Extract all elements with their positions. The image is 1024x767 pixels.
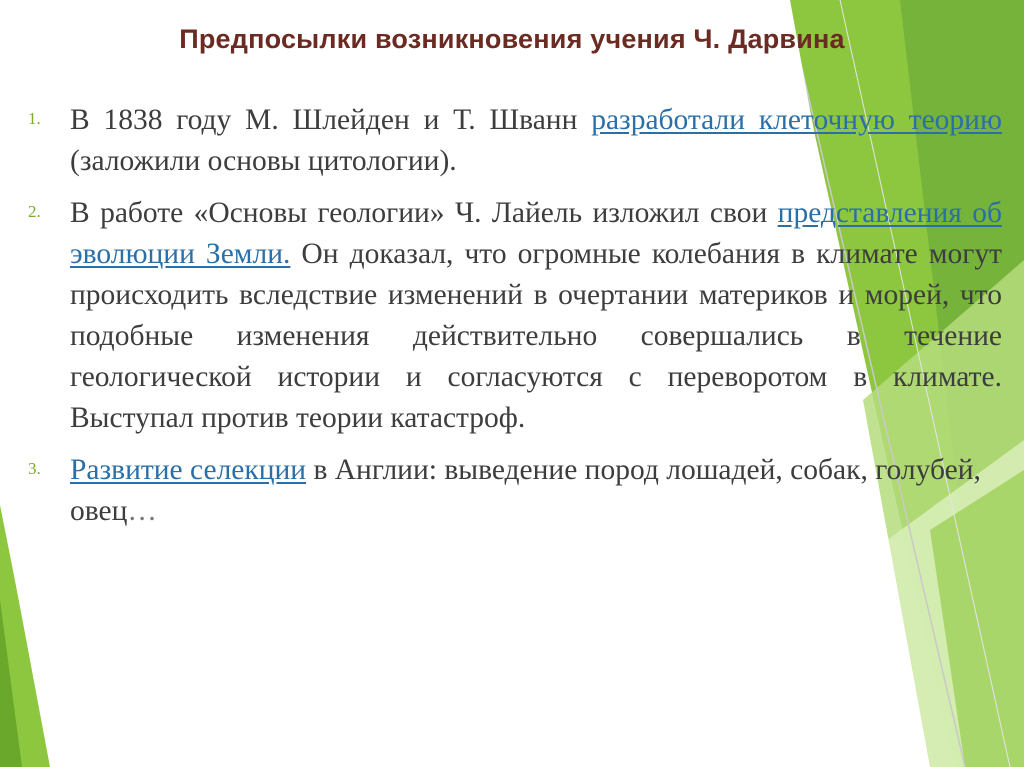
list-number: 2.: [28, 202, 41, 221]
cell-theory-link[interactable]: разработали клеточную теорию: [591, 104, 1002, 136]
list-number: 3.: [28, 459, 41, 478]
list-item-text: [70, 450, 1002, 532]
item-text-before: В работе «Основы геологии» Ч. Лайель изложил свои: [70, 197, 778, 229]
item-text-after: в Англии: выведение пород лошадей, собак, голубей, овец: [70, 454, 981, 527]
content-list: [28, 100, 1002, 543]
list-item-text: [70, 100, 1002, 182]
list-number: 1.: [28, 109, 41, 128]
earth-evolution-link[interactable]: представления об эволюции Земли.: [70, 197, 1002, 270]
slide-title: Предпосылки возникновения учения Ч. Дарвина: [179, 24, 845, 54]
selection-link[interactable]: Развитие селекции: [70, 454, 307, 486]
item-text-after: (заложили основы цитологии).: [70, 145, 457, 177]
ellipsis: …: [127, 495, 157, 527]
list-item: [28, 450, 1002, 532]
list-item: [28, 100, 1002, 182]
list-item: [28, 193, 1002, 439]
item-text-after: Он доказал, что огромные колебания в климате могут происходить вследствие изменений в очертании материков и морей, что подобные изменения действительно совершались в течение геологической истории и согласуются с переворотом в климате. Выступал против теории катастроф.: [70, 238, 1002, 434]
list-item-text: [70, 193, 1002, 439]
item-text-before: В 1838 году М. Шлейден и Т. Шванн: [70, 104, 592, 136]
